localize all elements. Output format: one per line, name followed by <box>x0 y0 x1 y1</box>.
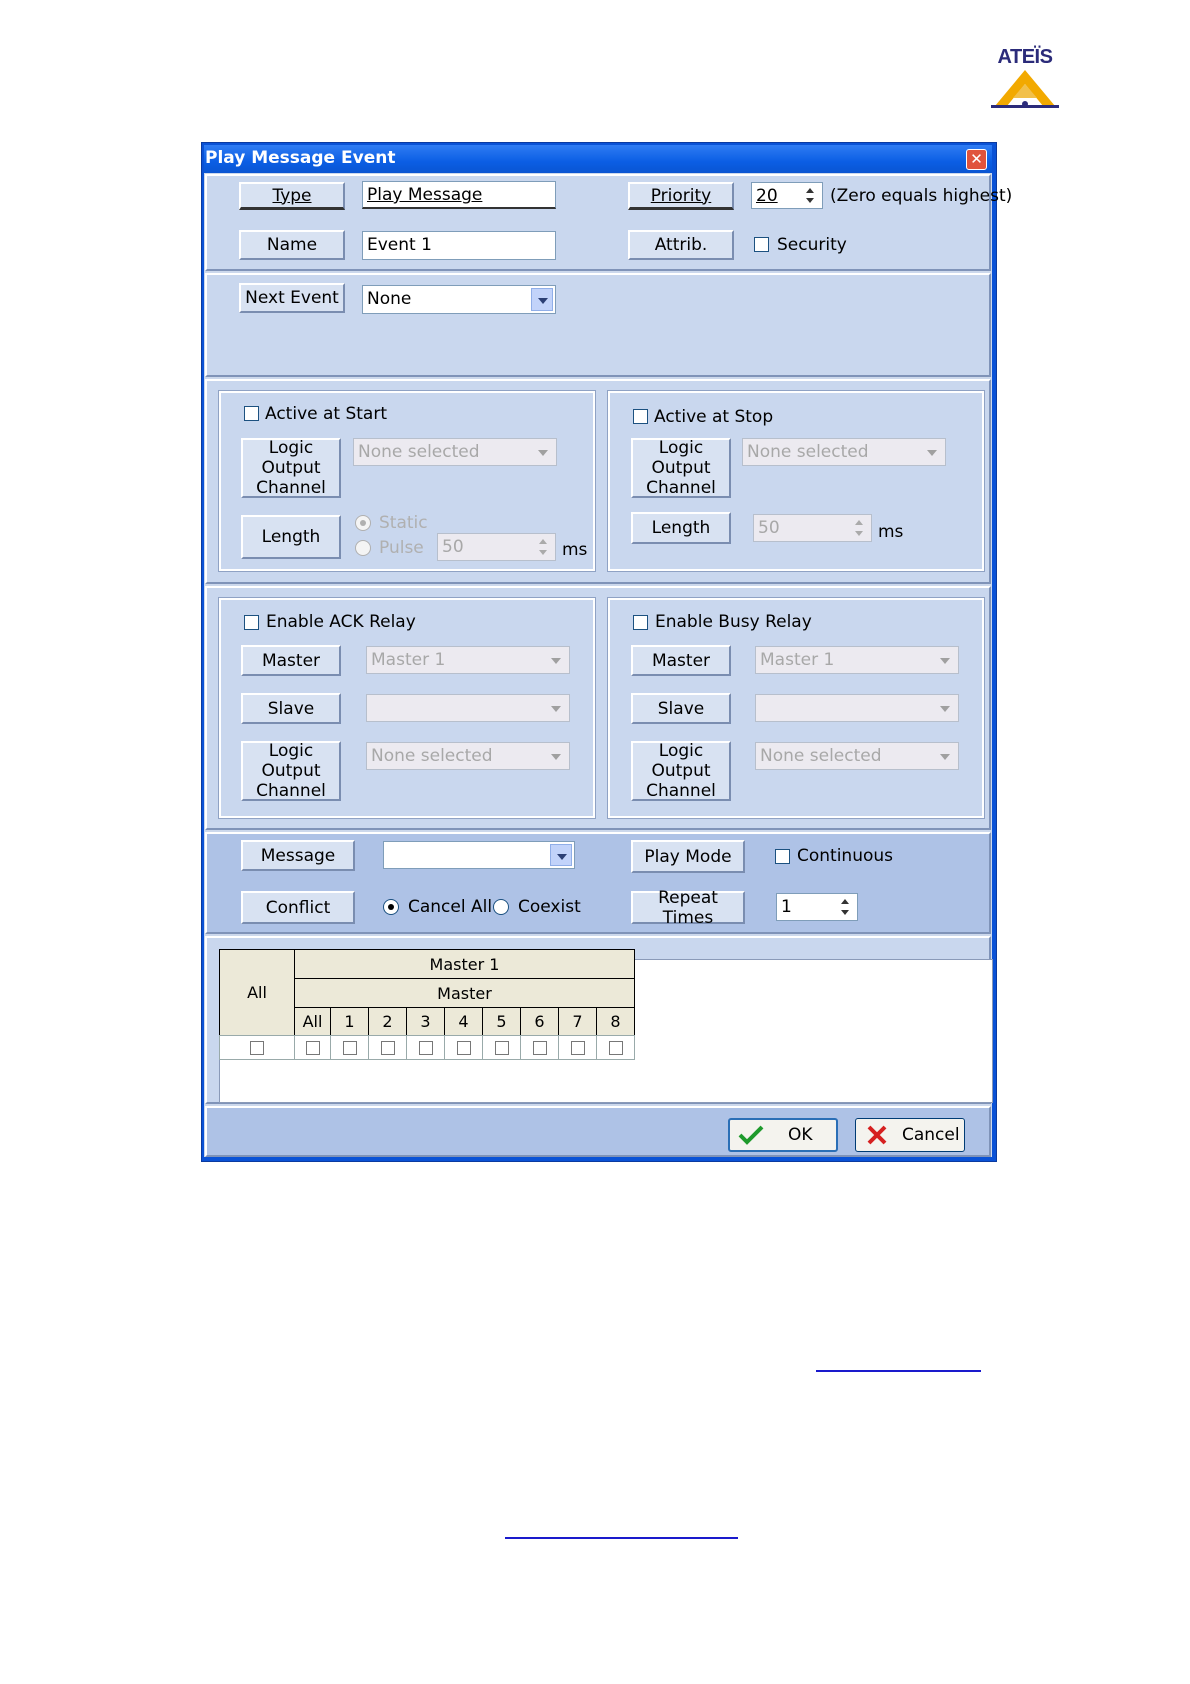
channel-label: Channel <box>256 781 326 801</box>
grid-checkbox[interactable] <box>381 1041 395 1055</box>
ack-slave-dropdown[interactable] <box>366 694 570 722</box>
type-field <box>362 181 556 209</box>
slave-label: Slave <box>267 698 315 719</box>
stop-length-button[interactable] <box>631 512 731 544</box>
priority-button[interactable] <box>628 182 734 210</box>
security-label: Security <box>777 235 847 255</box>
enable-ack-relay-checkbox[interactable] <box>244 615 259 630</box>
grid-checkbox[interactable] <box>571 1041 585 1055</box>
name-button[interactable] <box>239 230 345 260</box>
ack-logic-output-value: None selected <box>371 746 493 766</box>
coexist-radio[interactable] <box>493 899 509 915</box>
logic-output-label: Logic Output <box>261 741 321 781</box>
chevron-down-icon[interactable] <box>545 745 567 767</box>
busy-slave-dropdown[interactable] <box>755 694 959 722</box>
grid-checkbox-cell[interactable] <box>444 1035 483 1060</box>
ack-master-dropdown[interactable] <box>366 646 570 674</box>
grid-column-header: 4 <box>444 1007 483 1036</box>
logic-output-label: Logic Output <box>651 438 711 478</box>
grid-column-header: 8 <box>596 1007 635 1036</box>
chevron-down-icon[interactable] <box>531 288 553 311</box>
grid-column-header: 7 <box>558 1007 597 1036</box>
type-button[interactable] <box>239 182 345 210</box>
busy-logic-output-dropdown[interactable] <box>755 742 959 770</box>
logic-output-label: Logic Output <box>651 741 711 781</box>
check-icon <box>738 1124 764 1146</box>
master-label: Master <box>261 650 321 671</box>
grid-all-checkbox-cell[interactable] <box>219 1035 295 1060</box>
message-button[interactable] <box>241 840 355 871</box>
active-at-stop-checkbox[interactable] <box>633 409 648 424</box>
channel-label: Channel <box>646 781 716 801</box>
spin-arrows-icon[interactable] <box>535 536 553 558</box>
active-at-stop-label: Active at Stop <box>654 407 774 427</box>
grid-column-header: 1 <box>330 1007 369 1036</box>
play-mode-button[interactable] <box>631 840 745 873</box>
coexist-label: Coexist <box>518 897 581 917</box>
repeat-times-button[interactable] <box>631 887 745 928</box>
next-event-button[interactable] <box>239 283 345 313</box>
grid-checkbox[interactable] <box>533 1041 547 1055</box>
grid-checkbox-cell[interactable] <box>330 1035 369 1060</box>
priority-value: 20 <box>756 186 778 206</box>
stop-logic-output-value: None selected <box>747 442 869 462</box>
grid-column-header: 6 <box>520 1007 559 1036</box>
start-length-button[interactable] <box>241 515 341 559</box>
grid-column-header: 3 <box>406 1007 445 1036</box>
spin-arrows-icon[interactable] <box>837 896 855 918</box>
start-length-value: 50 <box>442 537 464 557</box>
start-logic-output-dropdown[interactable] <box>353 438 557 466</box>
message-label: Message <box>260 845 336 866</box>
repeat-times-label: Repeat Times <box>658 887 718 928</box>
start-length-unit: ms <box>562 540 588 560</box>
grid-checkbox[interactable] <box>495 1041 509 1055</box>
grid-checkbox[interactable] <box>306 1041 320 1055</box>
stop-length-unit: ms <box>878 522 904 542</box>
logic-output-label: Logic Output <box>261 438 321 478</box>
logo-triangle-icon <box>991 68 1059 108</box>
grid-all-header: All <box>219 949 295 1036</box>
priority-spin-arrows-icon[interactable] <box>802 185 820 206</box>
hyperlink-underline[interactable] <box>816 1370 981 1372</box>
start-logic-output-value: None selected <box>358 442 480 462</box>
close-icon: ✕ <box>970 150 983 168</box>
channel-label: Channel <box>646 478 716 498</box>
stop-logic-output-dropdown[interactable] <box>742 438 946 466</box>
pulse-radio[interactable] <box>355 540 371 556</box>
grid-group-header: Master <box>294 978 635 1008</box>
ok-label: OK <box>788 1125 813 1145</box>
dialog-title: Play Message Event <box>205 148 396 168</box>
busy-slave-button[interactable] <box>631 693 731 724</box>
name-button-label: Name <box>266 235 318 255</box>
message-dropdown[interactable] <box>383 841 575 869</box>
busy-master-dropdown[interactable] <box>755 646 959 674</box>
ok-button[interactable] <box>728 1118 838 1152</box>
start-logic-output-button[interactable] <box>241 438 341 498</box>
busy-master-button[interactable] <box>631 645 731 676</box>
ack-logic-output-button[interactable] <box>241 741 341 801</box>
grid-checkbox[interactable] <box>457 1041 471 1055</box>
play-mode-label: Play Mode <box>644 846 732 867</box>
static-radio[interactable] <box>355 515 371 531</box>
active-at-start-label: Active at Start <box>265 404 388 424</box>
hyperlink-underline[interactable] <box>505 1537 738 1539</box>
chevron-down-icon[interactable] <box>934 697 956 719</box>
length-label: Length <box>261 527 321 547</box>
cancel-label: Cancel <box>902 1125 960 1145</box>
stop-length-spinner[interactable] <box>753 514 872 542</box>
static-label: Static <box>379 513 428 533</box>
attrib-button-label: Attrib. <box>654 235 708 255</box>
priority-spinner[interactable] <box>751 182 823 209</box>
enable-busy-relay-checkbox[interactable] <box>633 615 648 630</box>
grid-checkbox-cell[interactable] <box>520 1035 559 1060</box>
length-label: Length <box>651 518 711 538</box>
spin-arrows-icon[interactable] <box>851 517 869 539</box>
type-button-label: Type <box>272 185 312 206</box>
master-label: Master <box>651 650 711 671</box>
cancel-all-label: Cancel All <box>408 897 493 917</box>
cancel-all-radio[interactable] <box>383 899 399 915</box>
priority-button-label: Priority <box>650 185 712 206</box>
busy-master-value: Master 1 <box>760 650 835 670</box>
logo-text: ATEÏS <box>997 46 1053 68</box>
grid-checkbox[interactable] <box>419 1041 433 1055</box>
start-length-spinner[interactable] <box>437 533 556 561</box>
busy-logic-output-button[interactable] <box>631 741 731 801</box>
enable-busy-relay-label: Enable Busy Relay <box>655 612 812 632</box>
close-button[interactable] <box>966 149 987 170</box>
chevron-down-icon[interactable] <box>921 441 943 463</box>
grid-column-header: 2 <box>368 1007 407 1036</box>
grid-checkbox-cell[interactable] <box>558 1035 597 1060</box>
grid-column-header: All <box>294 1007 331 1036</box>
grid-checkbox[interactable] <box>343 1041 357 1055</box>
grid-checkbox[interactable] <box>609 1041 623 1055</box>
ateis-logo <box>985 46 1065 110</box>
grid-checkbox-cell[interactable] <box>294 1035 331 1060</box>
enable-ack-relay-label: Enable ACK Relay <box>266 612 416 632</box>
type-value: Play Message <box>367 185 483 205</box>
grid-checkbox-cell[interactable] <box>482 1035 521 1060</box>
conflict-button[interactable] <box>241 891 355 924</box>
grid-checkbox[interactable] <box>250 1041 264 1055</box>
ack-master-value: Master 1 <box>371 650 446 670</box>
ack-logic-output-dropdown[interactable] <box>366 742 570 770</box>
attrib-button[interactable] <box>628 230 734 260</box>
pulse-label: Pulse <box>379 538 424 558</box>
grid-checkbox-cell[interactable] <box>406 1035 445 1060</box>
stop-logic-output-button[interactable] <box>631 438 731 498</box>
chevron-down-icon[interactable] <box>532 441 554 463</box>
next-event-value: None <box>367 289 412 309</box>
grid-checkbox-cell[interactable] <box>368 1035 407 1060</box>
repeat-times-value: 1 <box>781 897 792 917</box>
grid-checkbox-cell[interactable] <box>596 1035 635 1060</box>
grid-device-header: Master 1 <box>294 949 635 979</box>
stop-length-value: 50 <box>758 518 780 538</box>
repeat-times-spinner[interactable] <box>776 893 858 921</box>
x-icon <box>866 1124 888 1146</box>
chevron-down-icon[interactable] <box>934 745 956 767</box>
cancel-button[interactable] <box>855 1118 965 1152</box>
channel-label: Channel <box>256 478 326 498</box>
grid-column-header: 5 <box>482 1007 521 1036</box>
ack-master-button[interactable] <box>241 645 341 676</box>
conflict-label: Conflict <box>265 897 331 918</box>
chevron-down-icon[interactable] <box>545 649 567 671</box>
chevron-down-icon[interactable] <box>934 649 956 671</box>
next-event-button-label: Next Event <box>245 288 339 308</box>
ack-slave-button[interactable] <box>241 693 341 724</box>
next-event-dropdown[interactable] <box>362 285 556 314</box>
priority-hint: (Zero equals highest) <box>830 186 1013 206</box>
chevron-down-icon[interactable] <box>545 697 567 719</box>
busy-logic-output-value: None selected <box>760 746 882 766</box>
continuous-checkbox[interactable] <box>775 849 790 864</box>
security-checkbox[interactable] <box>754 237 769 252</box>
name-input[interactable]: Event 1 <box>362 231 556 260</box>
continuous-label: Continuous <box>797 846 894 866</box>
active-at-start-checkbox[interactable] <box>244 406 259 421</box>
chevron-down-icon[interactable] <box>550 844 572 866</box>
slave-label: Slave <box>657 698 705 719</box>
